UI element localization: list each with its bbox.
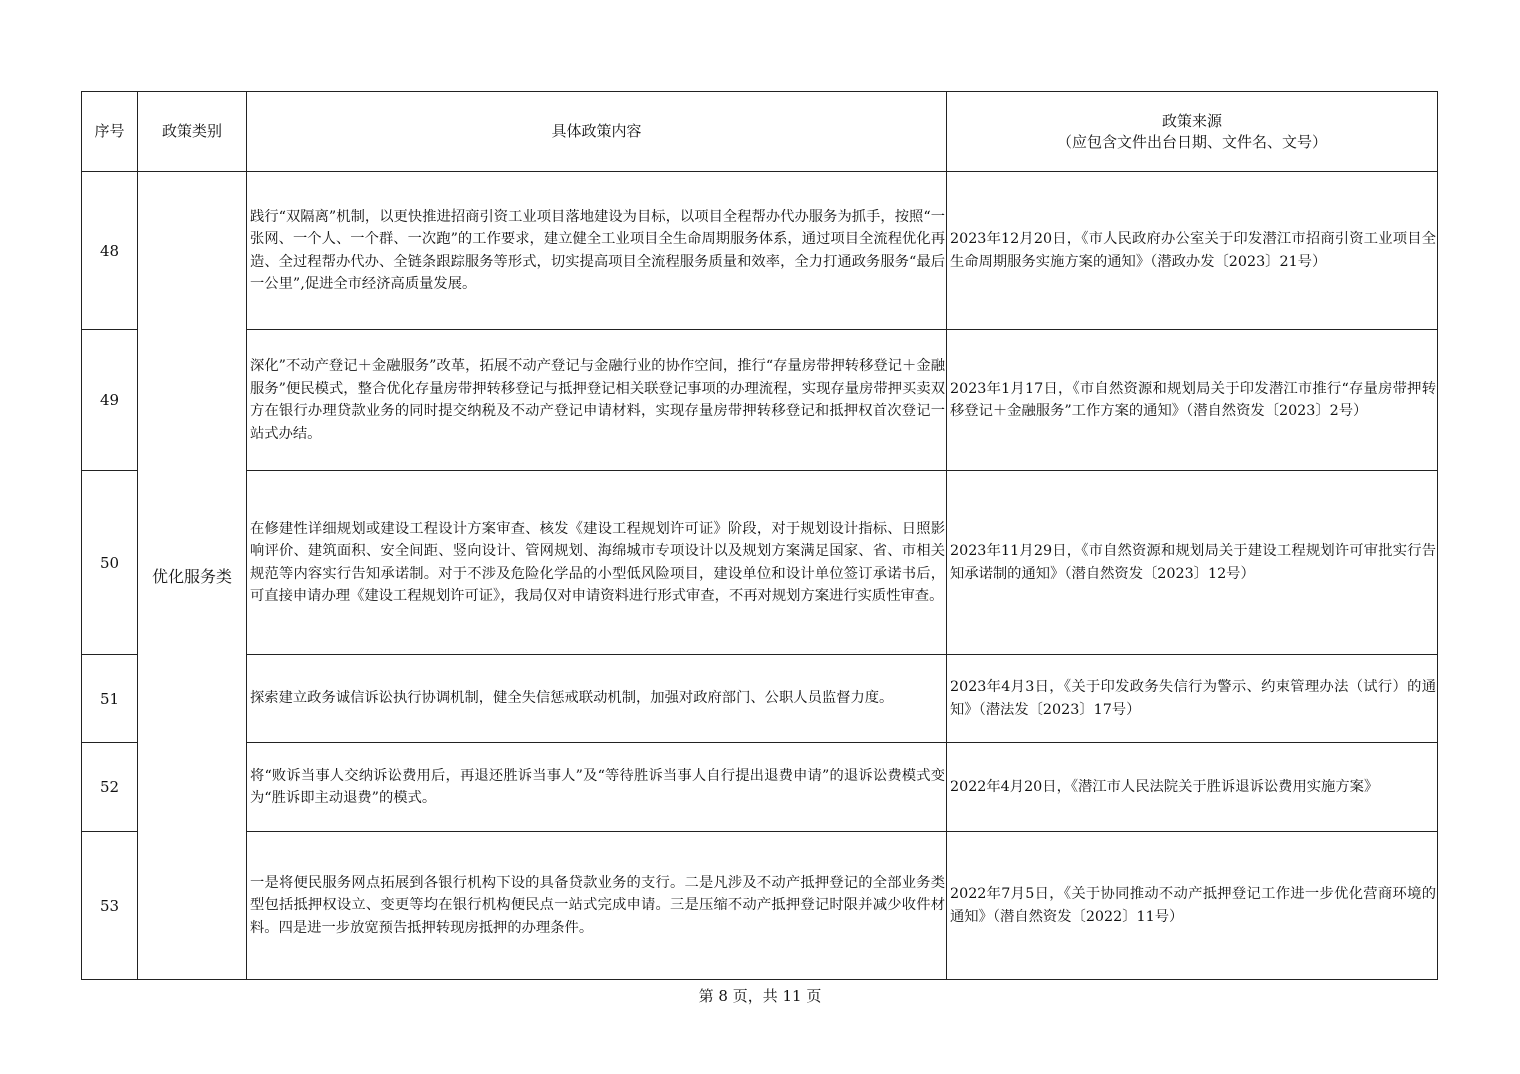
policy-source: 2023年1月17日，《市自然资源和规划局关于印发潜江市推行“存量房带押转移登记＋金融服务”工作方案的通知》（潜自然资发〔2023〕2号） [947, 330, 1438, 471]
header-source-title: 政策来源 [1161, 111, 1222, 130]
header-content: 具体政策内容 [247, 92, 947, 172]
policy-content: 探索建立政务诚信诉讼执行协调机制，健全失信惩戒联动机制，加强对政府部门、公职人员监督力度。 [247, 655, 947, 743]
policy-table [81, 91, 1438, 980]
table-row [82, 832, 1438, 980]
policy-source: 2022年7月5日，《关于协同推动不动产抵押登记工作进一步优化营商环境的通知》（潜自然资发〔2022〕11号） [947, 832, 1438, 980]
header-source [947, 92, 1438, 172]
row-number: 53 [82, 832, 138, 980]
table-row [82, 172, 1438, 330]
row-number: 51 [82, 655, 138, 743]
row-number: 50 [82, 471, 138, 655]
page-footer: 第 8 页，共 11 页 [698, 987, 822, 1005]
policy-content: 深化”不动产登记＋金融服务”改革，拓展不动产登记与金融行业的协作空间，推行“存量房带押转移登记＋金融服务”便民模式，整合优化存量房带押转移登记与抵押登记相关联登记事项的办理流程，实现存量房带押买卖双方在银行办理贷款业务的同时提交纳税及不动产登记申请材料，实现存量房带押转移登记和抵押权首次登记一站式办结。 [247, 330, 947, 471]
policy-content: 将“败诉当事人交纳诉讼费用后，再退还胜诉当事人”及“等待胜诉当事人自行提出退费申请”的退诉讼费模式变为“胜诉即主动退费”的模式。 [247, 743, 947, 832]
row-number: 48 [82, 172, 138, 330]
policy-content: 在修建性详细规划或建设工程设计方案审查、核发《建设工程规划许可证》阶段，对于规划设计指标、日照影响评价、建筑面积、安全间距、竖向设计、管网规划、海绵城市专项设计以及规划方案满足国家、省、市相关规范等内容实行告知承诺制。对于不涉及危险化学品的小型低风险项目，建设单位和设计单位签订承诺书后，可直接申请办理《建设工程规划许可证》，我局仅对申请资料进行形式审查，不再对规划方案进行实质性审查。 [247, 471, 947, 655]
header-source-note: （应包含文件出台日期、文件名、文号） [1056, 132, 1327, 151]
row-number: 52 [82, 743, 138, 832]
table-row [82, 655, 1438, 743]
table-row [82, 330, 1438, 471]
header-row [82, 92, 1438, 172]
table-row [82, 743, 1438, 832]
policy-content: 践行“双隔离”机制，以更快推进招商引资工业项目落地建设为目标，以项目全程帮办代办服务为抓手，按照“一张网、一个人、一个群、一次跑”的工作要求，建立健全工业项目全生命周期服务体系，通过项目全流程优化再造、全过程帮办代办、全链条跟踪服务等形式，切实提高项目全流程服务质量和效率，全力打通政务服务“最后一公里”,促进全市经济高质量发展。 [247, 172, 947, 330]
policy-content: 一是将便民服务网点拓展到各银行机构下设的具备贷款业务的支行。二是凡涉及不动产抵押登记的全部业务类型包括抵押权设立、变更等均在银行机构便民点一站式完成申请。三是压缩不动产抵押登记时限并减少收件材料。四是进一步放宽预告抵押转现房抵押的办理条件。 [247, 832, 947, 980]
row-number: 49 [82, 330, 138, 471]
policy-source: 2023年12月20日，《市人民政府办公室关于印发潜江市招商引资工业项目全生命周期服务实施方案的通知》（潜政办发〔2023〕21号） [947, 172, 1438, 330]
policy-source: 2023年11月29日，《市自然资源和规划局关于建设工程规划许可审批实行告知承诺制的通知》（潜自然资发〔2023〕12号） [947, 471, 1438, 655]
table-row [82, 471, 1438, 655]
policy-source: 2022年4月20日，《潜江市人民法院关于胜诉退诉讼费用实施方案》 [947, 743, 1438, 832]
policy-category: 优化服务类 [138, 172, 247, 980]
header-category: 政策类别 [138, 92, 247, 172]
policy-source: 2023年4月3日，《关于印发政务失信行为警示、约束管理办法（试行）的通知》（潜法发〔2023〕17号） [947, 655, 1438, 743]
header-seq: 序号 [82, 92, 138, 172]
